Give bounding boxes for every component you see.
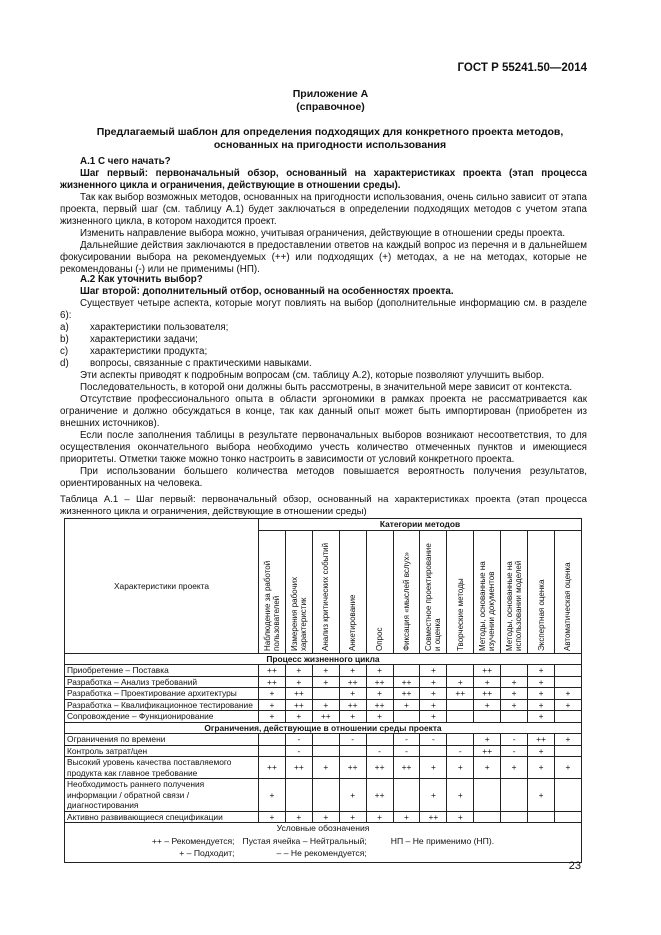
table-cell [474,711,501,723]
list-text: характеристики продукта; [90,346,208,357]
column-header-label: Творческие методы [455,577,465,651]
standard-number: ГОСТ Р 55241.50—2014 [457,62,587,74]
table-cell: - [501,745,528,757]
row-label: Разработка – Проектирование архитектуры [65,688,259,700]
table-cell: + [366,711,393,723]
row-label: Контроль затрат/цен [65,745,259,757]
table-row [65,734,582,746]
table-cell: + [554,734,581,746]
list-marker: d) [60,358,69,369]
table-cell [393,665,420,677]
table-cell [366,734,393,746]
column-header [420,530,447,653]
table-cell: - [393,745,420,757]
table-cell: ++ [366,757,393,779]
table-cell: + [528,688,555,700]
table-cell: - [339,734,366,746]
list-text: вопросы, связанные с практическими навыками. [90,358,312,369]
column-header-label: Автоматическая оценка [563,561,573,651]
appendix-title: Приложение А [292,88,369,100]
row-label: Ограничения по времени [65,734,259,746]
table-cell [474,811,501,823]
table-cell: + [501,699,528,711]
table-cell: + [259,699,286,711]
section-a1 [60,156,587,276]
table-cell: + [312,757,339,779]
table-cell: ++ [528,734,555,746]
row-label: Приобретение – Поставка [65,665,259,677]
table-row [65,811,582,823]
table-cell: + [339,688,366,700]
table-cell: + [528,779,555,812]
column-header [447,530,474,653]
table-cell: + [339,779,366,812]
table-cell: + [474,757,501,779]
table-cell: + [312,665,339,677]
table-cell: + [474,676,501,688]
table-cell [447,711,474,723]
legend-recommended: ++ – Рекомендуется; [151,835,235,846]
table-row [65,676,582,688]
section-header: Процесс жизненного цикла [65,653,582,665]
list-marker: b) [60,334,69,345]
column-header-label: Фиксация «мыслей вслух» [401,551,411,651]
category-header: Категории методов [259,519,582,531]
list-item [60,334,587,346]
table-cell: + [447,811,474,823]
section-a2 [60,274,587,490]
table-cell [447,665,474,677]
table-cell: ++ [366,699,393,711]
table-row [65,757,582,779]
table-cell [393,711,420,723]
table-cell: + [501,757,528,779]
document-title [60,126,600,152]
document-title-line: основанных на пригодности использования [213,139,447,151]
table-cell: - [447,745,474,757]
table-cell: - [285,734,312,746]
table-cell: + [259,779,286,812]
table-row [65,688,582,700]
table-cell: ++ [285,688,312,700]
table-cell: ++ [259,676,286,688]
table-cell [393,779,420,812]
paragraph: При использовании большего количества методов повышается вероятность получения результатов, ориентированных на человека. [60,466,587,489]
table-cell: + [474,699,501,711]
table-row [65,711,582,723]
column-header-label: Методы, основанные на использовании моделей [505,560,524,651]
methods-table [64,518,582,863]
table-cell [501,665,528,677]
table-cell: + [420,688,447,700]
table-cell: + [393,811,420,823]
table-cell [554,779,581,812]
paragraph: Существует четыре аспекта, которые могут повлиять на выбор (дополнительные информацию см. в разделе 6): [60,298,587,321]
row-label: Разработка – Квалификационное тестирование [65,699,259,711]
table-cell: ++ [285,699,312,711]
table-cell [501,779,528,812]
table-cell: ++ [420,811,447,823]
column-header [393,530,420,653]
table-cell: + [259,811,286,823]
column-header [528,530,555,653]
table-cell: + [501,688,528,700]
column-header-label: Совместное проектирование и оценка [424,542,443,651]
table-cell: + [447,676,474,688]
table-cell [554,665,581,677]
table-cell: + [554,688,581,700]
table-cell: + [420,665,447,677]
table-cell [339,745,366,757]
table-cell: + [259,688,286,700]
list-text: характеристики задачи; [90,334,198,345]
table-cell: + [285,676,312,688]
aspects-list [60,322,587,370]
table-cell: + [339,811,366,823]
table-cell: + [393,699,420,711]
appendix-subtitle: (справочное) [296,101,365,113]
table-cell [501,811,528,823]
table-cell [312,745,339,757]
table-cell: + [528,676,555,688]
table-cell: + [285,811,312,823]
table-cell: + [312,699,339,711]
section-a2-heading: А.2 Как уточнить выбор? [80,274,203,285]
list-marker: c) [60,346,69,357]
table-cell: - [366,745,393,757]
table-cell: ++ [474,688,501,700]
row-label: Необходимость раннего получения информации / обратной связи / диагностирования [65,779,259,812]
table-cell: + [366,665,393,677]
table-cell: + [554,699,581,711]
list-item [60,322,587,334]
column-header [554,530,581,653]
paragraph: Эти аспекты приводят к подробным вопросам (см. таблицу А.2), которые позволяют улучшить выбор. [80,370,545,381]
table-cell: + [420,676,447,688]
table-cell [554,711,581,723]
list-marker: a) [60,322,69,333]
legend-title: Условные обозначения [65,823,582,834]
table-cell: ++ [285,757,312,779]
section-a1-heading: А.1 С чего начать? [80,156,171,167]
page-number: 23 [568,860,581,872]
table-cell: ++ [259,665,286,677]
table-cell [312,779,339,812]
table-cell: + [474,734,501,746]
table-cell: + [285,665,312,677]
table-cell [447,699,474,711]
table-cell: ++ [259,757,286,779]
table-cell [312,688,339,700]
column-header-label: Методы, основанные на изучении документов [478,560,497,651]
table-cell [554,745,581,757]
legend-not-recommended: – – Не рекомендуется; [276,847,367,858]
table-row [65,699,582,711]
table-cell: + [366,688,393,700]
table-cell [474,779,501,812]
column-header [312,530,339,653]
paragraph: Отсутствие профессионального опыта в области эргономики в рамках проекта не рассматривается как ограничение и должно обсуждаться в конце, так как данный опыт может быть импортирован (приобретен из внешних источников). [60,394,587,429]
paragraph: Если после заполнения таблицы в результате первоначальных выборов возникают несоответствия, то для осуществления окончательного выбора необходимо учесть количество отмеченных пунктов и имеющиеся приоритеты. Отметки также можно тонко настроить в зависимости от условий конкретного проекта. [60,430,587,465]
column-header-label: Анкетирование [348,593,358,651]
column-header [501,530,528,653]
table-cell: + [501,676,528,688]
table-row [65,665,582,677]
table-cell: ++ [474,745,501,757]
row-label: Сопровождение – Функционирование [65,711,259,723]
legend-suitable: + – Подходит; [179,847,235,858]
table-cell: - [501,734,528,746]
table-cell [420,745,447,757]
row-header-cell: Характеристики проекта [65,519,259,654]
table-cell: + [285,711,312,723]
table-cell: ++ [393,688,420,700]
document-title-line: Предлагаемый шаблон для определения подходящих для конкретного проекта методов, [96,126,564,138]
paragraph: Так как выбор возможных методов, основанных на пригодности использования, очень сильно зависит от этапа проекта, первый шаг (см. таблицу А.1) будет заключаться в определении подходящих методов с учетом этапа жизненного цикла, в котором находится проект. [60,192,587,227]
row-label: Разработка – Анализ требований [65,676,259,688]
table-cell [259,745,286,757]
table-cell: + [259,711,286,723]
list-text: характеристики пользователя; [90,322,229,333]
table-cell: + [528,699,555,711]
table-cell [554,676,581,688]
table-cell: + [554,757,581,779]
table-cell [259,734,286,746]
table-cell: + [339,665,366,677]
table-cell: + [528,745,555,757]
table-cell: - [420,734,447,746]
table-cell: + [339,711,366,723]
table-cell: ++ [366,676,393,688]
table-cell [312,734,339,746]
table-cell: ++ [474,665,501,677]
table-cell [447,734,474,746]
table-row [65,745,582,757]
paragraph: Дальнейшие действия заключаются в предоставлении ответов на каждый вопрос из перечня и в дальнейшем фокусировании выбора на рекомендуемых (++) или подходящих (+) методах, а не на методах, которые не рекомендованы (-) или не применимы (НП). [60,240,587,275]
table-cell: + [420,699,447,711]
table-cell: ++ [339,757,366,779]
table-cell: - [285,745,312,757]
column-header [474,530,501,653]
column-header [259,530,286,653]
table-cell: - [393,734,420,746]
table-caption: Таблица А.1 – Шаг первый: первоначальный обзор, основанный на характеристиках проекта (этап процесса жизненного цикла и ограничения, действующие в отношении среды) [60,494,587,517]
table-row [65,779,582,812]
table-cell: + [528,757,555,779]
table-cell [501,711,528,723]
table-cell: + [420,711,447,723]
row-label: Высокий уровень качества поставляемого продукта как главное требование [65,757,259,779]
table-cell: ++ [312,711,339,723]
column-header-label: Измерения рабочих характеристик [289,576,308,651]
table-cell [285,779,312,812]
table-cell: ++ [393,676,420,688]
table-cell: + [366,811,393,823]
paragraph: Изменить направление выбора можно, учитывая ограничения, действующие в отношении среды проекта. [80,228,566,239]
list-item [60,358,587,370]
column-header-label: Наблюдение за работой пользователей [262,560,281,651]
section-a1-step: Шаг первый: первоначальный обзор, основанный на характеристиках проекта (этап процесса жизненного цикла и ограничения, действующие в отношении среды). [60,168,587,191]
table-cell: + [528,665,555,677]
table-cell: + [447,757,474,779]
column-header [366,530,393,653]
section-header: Ограничения, действующие в отношении среды проекта [65,722,582,734]
column-header-label: Экспертная оценка [536,579,546,651]
legend [65,834,582,863]
table-cell: + [420,779,447,812]
legend-not-applicable: НП – Не применимо (НП). [390,835,495,846]
table-cell: + [312,811,339,823]
table-cell: + [447,779,474,812]
table-cell [528,811,555,823]
section-a2-step: Шаг второй: дополнительный отбор, основанный на особенностях проекта. [80,286,454,297]
row-label: Активно развивающиеся спецификации [65,811,259,823]
paragraph: Последовательность, в которой они должны быть рассмотрены, в значительной мере зависит от контекста. [80,382,573,393]
column-header [339,530,366,653]
legend-neutral: Пустая ячейка – Нейтральный; [242,835,367,846]
table-cell: ++ [339,699,366,711]
table-cell: + [528,711,555,723]
list-item [60,346,587,358]
table-cell: ++ [366,779,393,812]
column-header [285,530,312,653]
table-cell [554,811,581,823]
table-cell: ++ [339,676,366,688]
table-cell: + [420,757,447,779]
table-cell: ++ [393,757,420,779]
table-cell: + [312,676,339,688]
table-cell: ++ [447,688,474,700]
column-header-label: Анализ критических событий [321,542,331,651]
column-header-label: Опрос [375,627,385,651]
